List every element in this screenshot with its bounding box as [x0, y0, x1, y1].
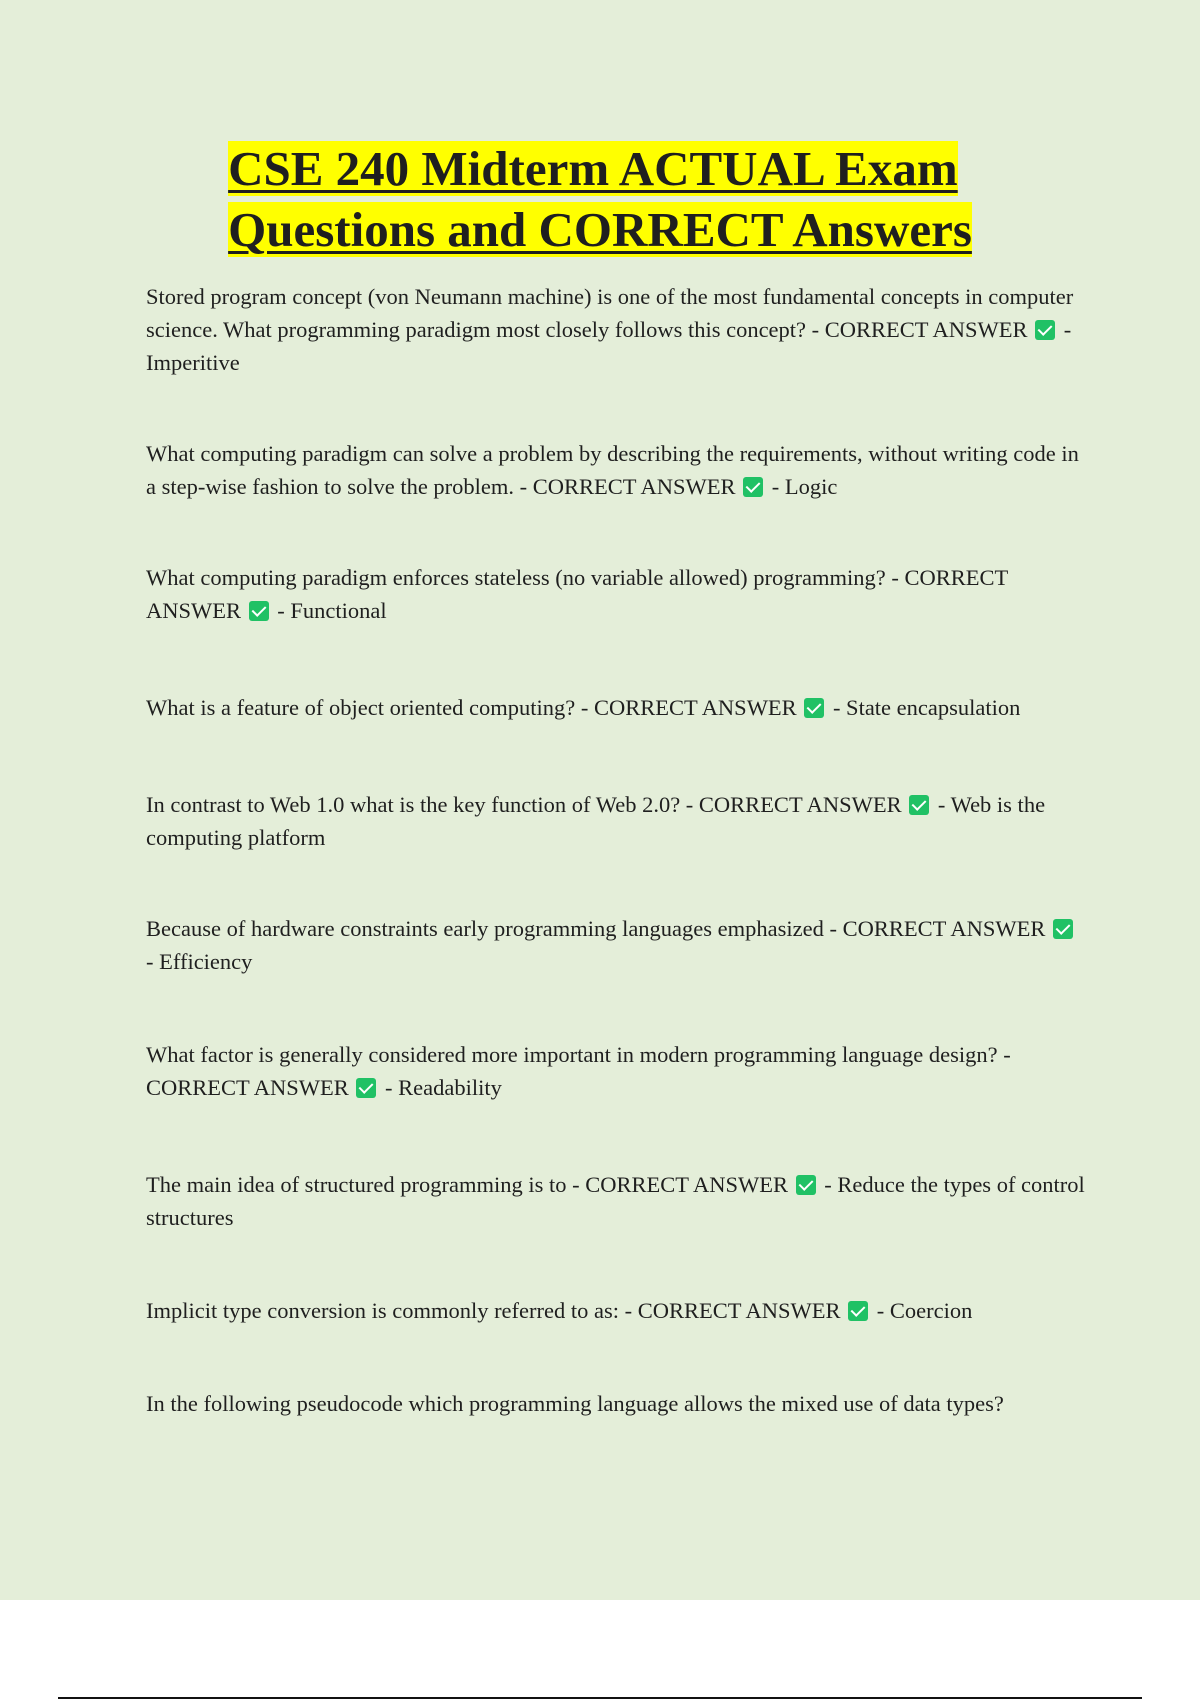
check-mark-icon	[249, 601, 269, 621]
title-line-2: Questions and CORRECT Answers	[228, 202, 972, 257]
answer-text: - Imperitive	[146, 317, 1072, 375]
answer-text: - Reduce the types of control structures	[146, 1172, 1085, 1230]
question-text: Because of hardware constraints early programming languages emphasized - CORRECT ANSWER	[146, 916, 1046, 941]
check-mark-icon	[804, 698, 824, 718]
answer-text: - Web is the computing platform	[146, 792, 1046, 850]
check-mark-icon	[1035, 320, 1055, 340]
answer-text: - State encapsulation	[832, 695, 1021, 720]
qa-item	[146, 561, 1086, 627]
check-mark-icon	[743, 477, 763, 497]
page-title	[228, 138, 972, 260]
qa-item	[146, 1294, 1086, 1327]
check-mark-icon	[796, 1175, 816, 1195]
answer-text: - Logic	[771, 474, 838, 499]
question-text: What computing paradigm enforces stateless (no variable allowed) programming? - CORRECT ANSWER	[146, 565, 1008, 623]
check-mark-icon	[848, 1301, 868, 1321]
question-text: The main idea of structured programming is to - CORRECT ANSWER	[146, 1172, 788, 1197]
question-text: Implicit type conversion is commonly referred to as: - CORRECT ANSWER	[146, 1298, 841, 1323]
question-text: In contrast to Web 1.0 what is the key function of Web 2.0? - CORRECT ANSWER	[146, 792, 902, 817]
qa-item	[146, 788, 1086, 854]
qa-item	[146, 1168, 1086, 1234]
question-text: Stored program concept (von Neumann machine) is one of the most fundamental concepts in computer science. What programming paradigm most closely follows this concept? - CORRECT ANSWER	[146, 284, 1074, 342]
answer-text: - Readability	[385, 1075, 502, 1100]
question-text: What computing paradigm can solve a problem by describing the requirements, without writing code in a step-wise fashion to solve the problem. - CORRECT ANSWER	[146, 441, 1079, 499]
check-mark-icon	[356, 1078, 376, 1098]
title-line-1: CSE 240 Midterm ACTUAL Exam	[228, 141, 958, 196]
title-block	[0, 138, 1200, 260]
qa-item	[146, 1038, 1086, 1104]
answer-text: - Coercion	[876, 1298, 973, 1323]
answer-text: - Efficiency	[146, 949, 253, 974]
answer-text: - Functional	[277, 598, 387, 623]
check-mark-icon	[909, 795, 929, 815]
question-text: What is a feature of object oriented computing? - CORRECT ANSWER	[146, 695, 797, 720]
qa-item	[146, 1387, 1086, 1420]
qa-item	[146, 691, 1086, 724]
question-text: What factor is generally considered more important in modern programming language design? - CORRECT ANSWER	[146, 1042, 1011, 1100]
qa-list	[146, 280, 1086, 1420]
qa-item	[146, 437, 1086, 503]
qa-item	[146, 912, 1086, 978]
check-mark-icon	[1053, 919, 1073, 939]
qa-item	[146, 280, 1086, 379]
question-text: In the following pseudocode which programming language allows the mixed use of data types?	[146, 1391, 1004, 1416]
page-divider	[58, 1697, 1142, 1699]
